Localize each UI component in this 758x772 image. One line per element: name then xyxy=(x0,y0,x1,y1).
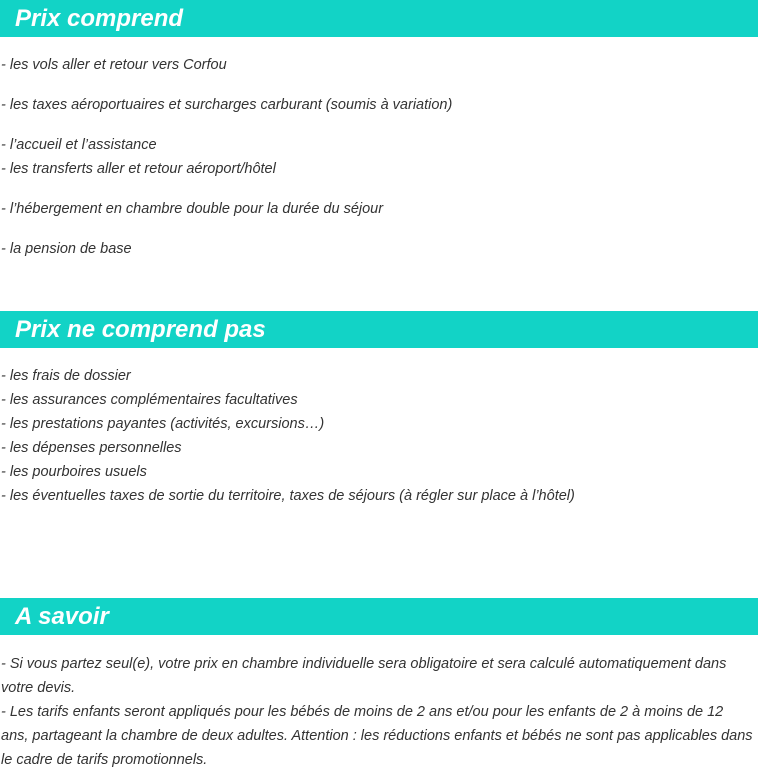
section-title: Prix ne comprend pas xyxy=(15,315,266,343)
section-header-prix-ne-comprend-pas xyxy=(0,311,758,348)
list-item: - les pourboires usuels xyxy=(1,464,147,480)
list-item: - la pension de base xyxy=(1,241,132,257)
list-item: - les dépenses personnelles xyxy=(1,440,182,456)
list-item: - les éventuelles taxes de sortie du territoire, taxes de séjours (à régler sur place à l’hôtel) xyxy=(1,488,575,504)
list-item: - les assurances complémentaires facultatives xyxy=(1,392,298,408)
section-header-a-savoir xyxy=(0,598,758,635)
section-title: Prix comprend xyxy=(15,4,184,32)
paragraph: - Si vous partez seul(e), votre prix en chambre individuelle sera obligatoire et sera calculé automatiquement dans votre devis. xyxy=(1,656,727,696)
paragraph: - Les tarifs enfants seront appliqués pour les bébés de moins de 2 ans et/ou pour les enfants de 2 à moins de 12 ans, partageant la chambre de deux adultes. Attention : les réductions enfants et bébés ne sont pas applicables dans le cadre de tarifs promotionnels. xyxy=(1,704,753,768)
list-item: - les vols aller et retour vers Corfou xyxy=(1,57,227,73)
list-item: - les transferts aller et retour aéroport/hôtel xyxy=(1,161,276,177)
section-header-prix-comprend xyxy=(0,0,758,37)
list-item: - les taxes aéroportuaires et surcharges carburant (soumis à variation) xyxy=(1,97,453,113)
section-title: A savoir xyxy=(15,602,109,630)
list-item: - l’hébergement en chambre double pour la durée du séjour xyxy=(1,201,384,217)
list-item: - l’accueil et l’assistance xyxy=(1,137,157,153)
list-item: - les frais de dossier xyxy=(1,368,131,384)
list-item: - les prestations payantes (activités, excursions…) xyxy=(1,416,325,432)
